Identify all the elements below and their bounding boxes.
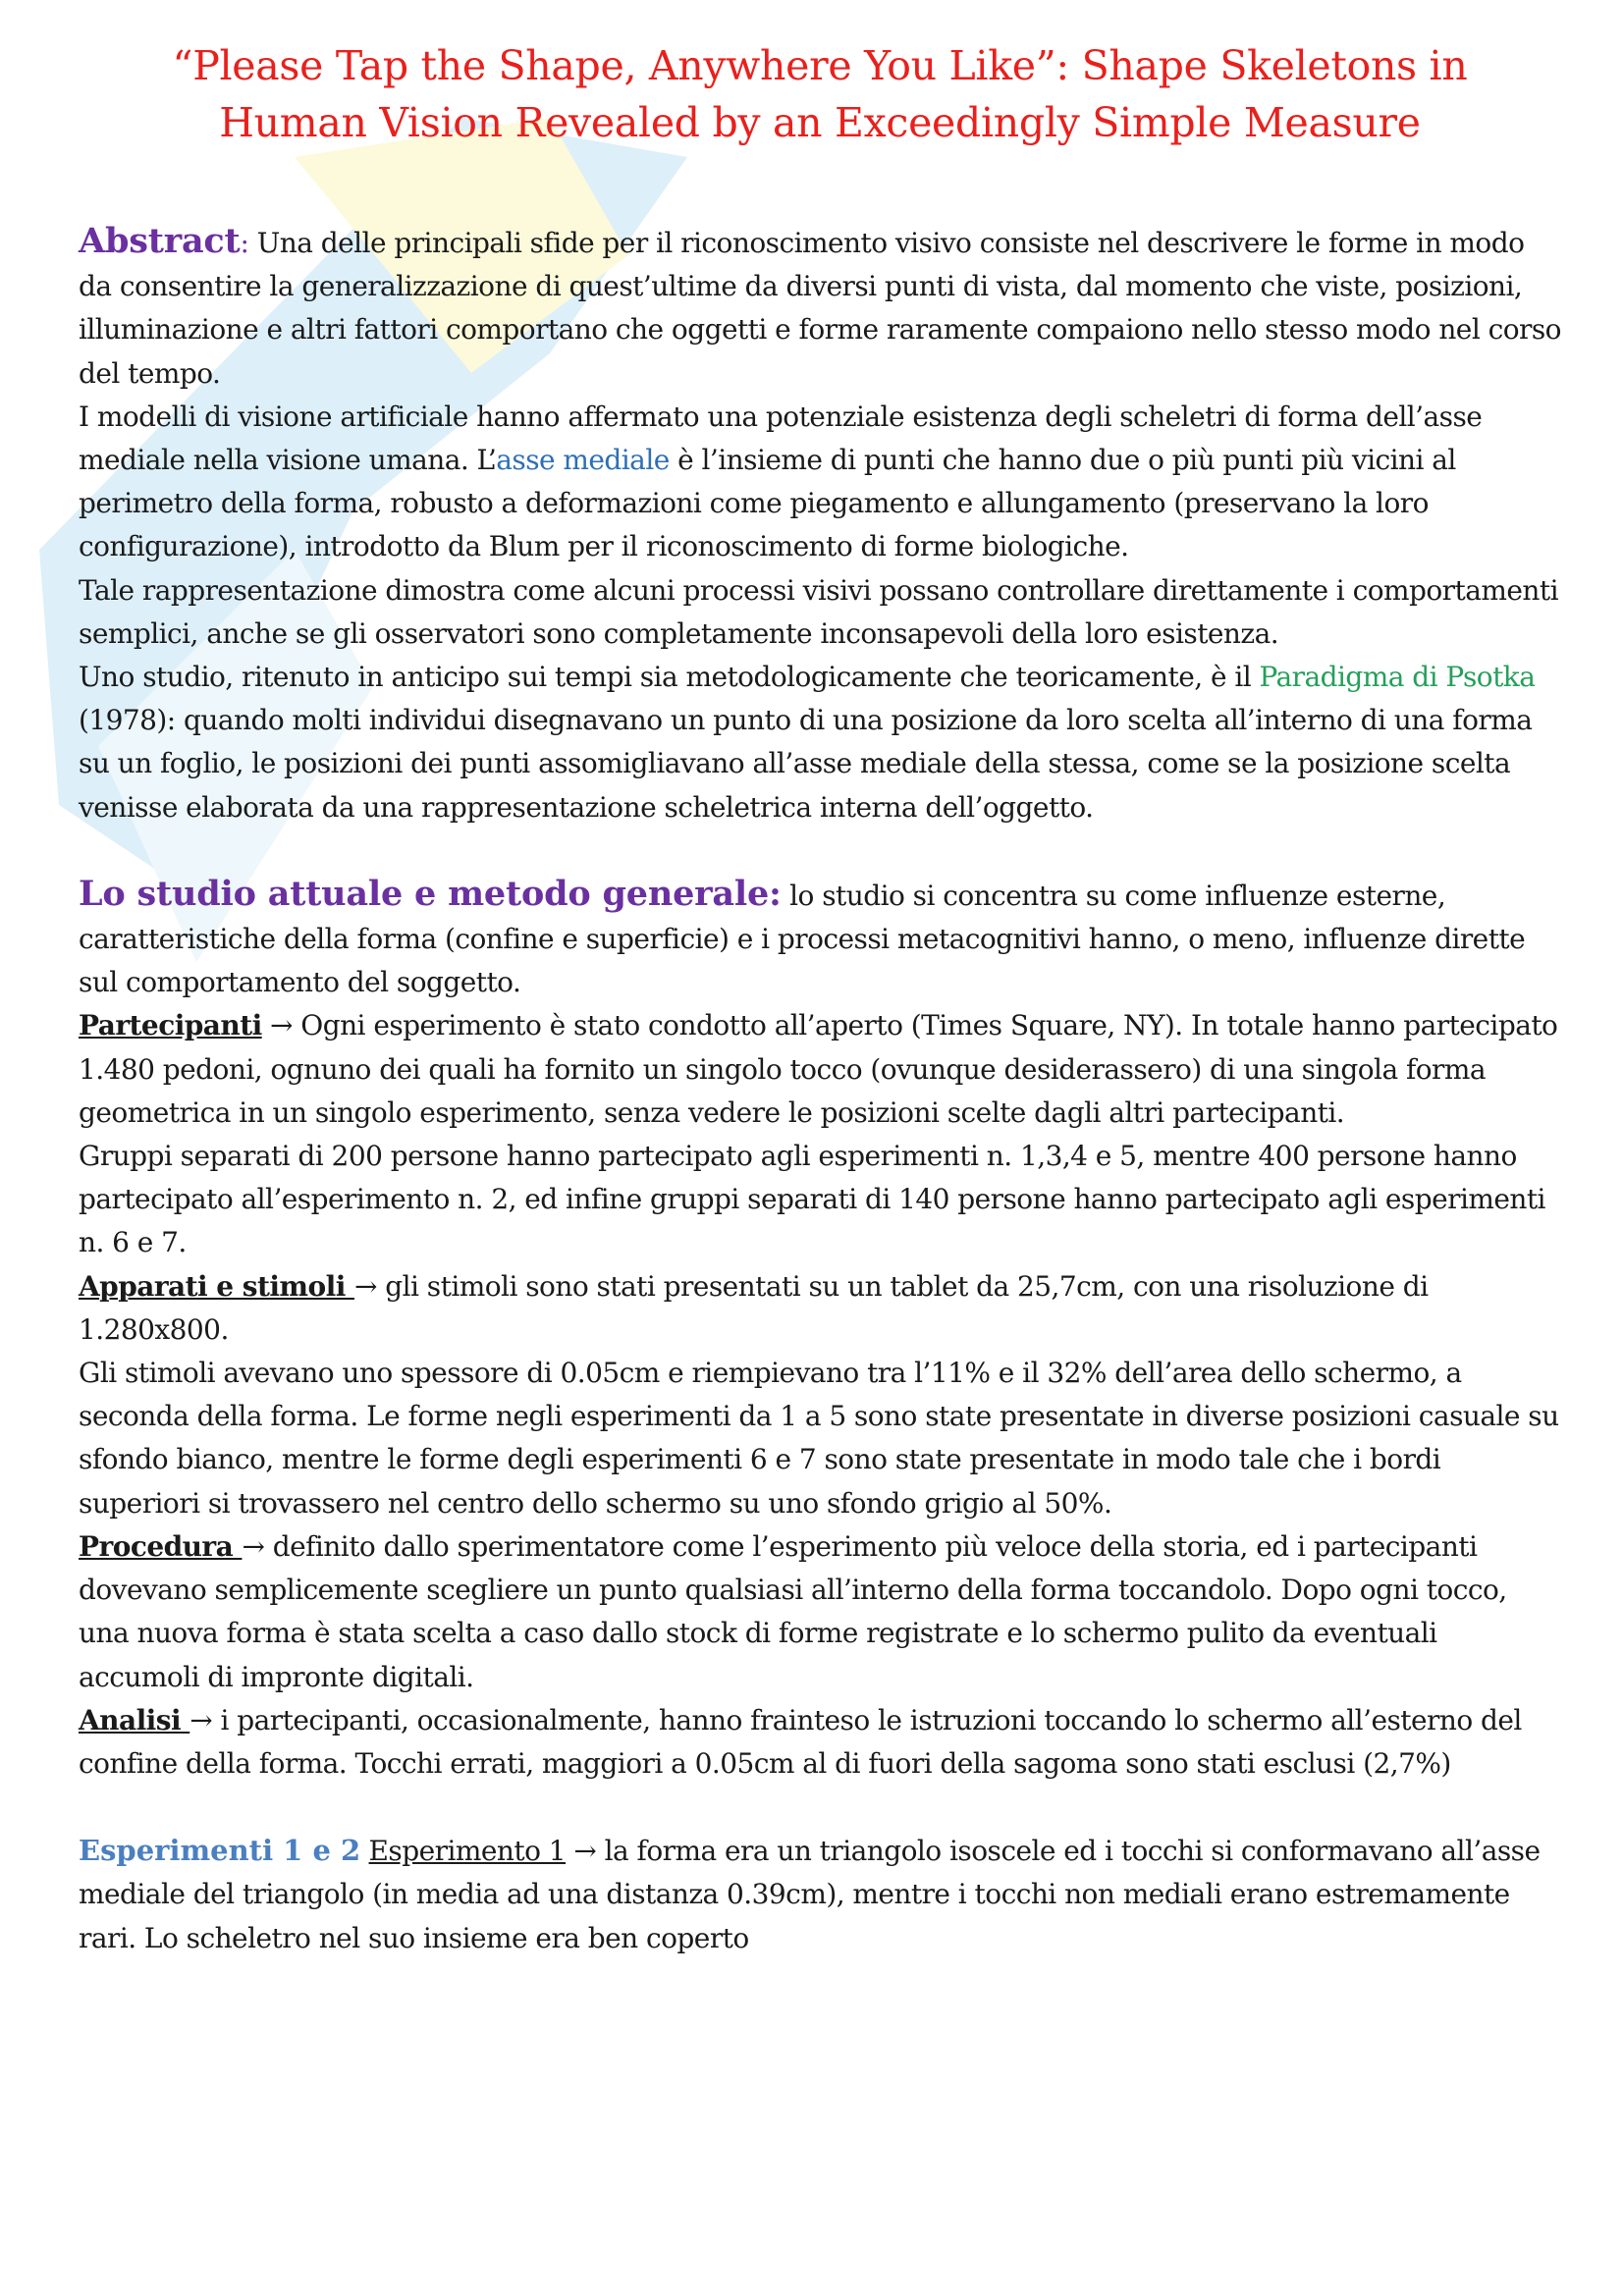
- procedure-text: → definito dallo sperimentatore come l’esperimento più veloce della storia, ed i partecipanti dovevano semplicemente scegliere un punto qualsiasi all’interno della forma toccandolo. Dopo ogni tocco, una nuova forma è stata scelta a caso dallo stock di forme registrate e lo schermo pulito da eventuali accumoli di impronte digitali.: [79, 1529, 1507, 1693]
- abstract-section: [79, 220, 1561, 829]
- experiments-text: → la forma era un triangolo isoscele ed i tocchi si conformavano all’asse mediale del triangolo (in media ad una distanza 0.39cm), mentre i tocchi non mediali erano estremamente rari. Lo scheletro nel suo insieme era ben coperto: [79, 1835, 1541, 1954]
- apparatus-text: → gli stimoli sono stati presentati su un tablet da 25,7cm, con una risoluzione di 1.280x800.: [79, 1269, 1429, 1346]
- experiments-paragraph: [79, 1829, 1561, 1960]
- participants-paragraph: [79, 1004, 1561, 1135]
- section-gap-2: [79, 1786, 1561, 1829]
- abstract-paragraph-2: [79, 396, 1561, 569]
- abstract-text-2b: è l’insieme di punti che hanno due o più punti più vicini al perimetro della forma, robusto a deformazioni come piegamento e allungamento (preservano la loro configurazione), introdotto da Blum per il riconoscimento di forme biologiche.: [79, 444, 1456, 563]
- abstract-text-2a: I modelli di visione artificiale hanno affermato una potenziale esistenza degli scheletri di forma dell’asse mediale nella visione umana. L’: [79, 400, 1483, 477]
- analysis-label: Analisi: [79, 1703, 190, 1736]
- analysis-text: → i partecipanti, occasionalmente, hanno frainteso le istruzioni toccando lo schermo all’esterno del confine della forma. Tocchi errati, maggiori a 0.05cm al di fuori della sagoma sono stati esclusi (2,7%): [79, 1703, 1522, 1780]
- abstract-text-1: Una delle principali sfide per il riconoscimento visivo consiste nel descrivere le forme in modo da consentire la generalizzazione di quest’ultime da diversi punti di vista, dal momento che viste, posizioni, illuminazione e altri fattori comportano che oggetti e forme raramente compaiono nello stesso modo nel corso del tempo.: [79, 227, 1561, 390]
- study-intro-text: lo studio si concentra su come influenze esterne, caratteristiche della forma (confine e superficie) e i processi metacognitivi hanno, o meno, influenze dirette sul comportamento del soggetto.: [79, 879, 1526, 999]
- abstract-colon: :: [240, 227, 249, 259]
- analysis-paragraph: [79, 1699, 1561, 1786]
- participants-label: Partecipanti: [79, 1009, 262, 1042]
- abstract-paragraph-3: Tale rappresentazione dimostra come alcuni processi visivi possano controllare direttamente i comportamenti semplici, anche se gli osservatori sono completamente inconsapevoli della loro esistenza.: [79, 573, 1558, 650]
- document-title: [79, 37, 1561, 151]
- asse-mediale-term: asse mediale: [496, 444, 670, 477]
- procedure-label: Procedura: [79, 1529, 243, 1563]
- abstract-paragraph-4: [79, 656, 1561, 829]
- title-line-1: “Please Tap the Shape, Anywhere You Like”: Shape Skeletons in: [172, 42, 1468, 89]
- groups-paragraph: Gruppi separati di 200 persone hanno partecipato agli esperimenti n. 1,3,4 e 5, mentre 400 persone hanno partecipato all’esperimento n. 2, ed infine gruppi separati di 140 persone hanno partecipato agli esperimenti n. 6 e 7.: [79, 1140, 1545, 1259]
- title-line-2: Human Vision Revealed by an Exceedingly Simple Measure: [219, 99, 1421, 146]
- abstract-text-4a: Uno studio, ritenuto in anticipo sui tempi sia metodologicamente che teoricamente, è il: [79, 661, 1260, 694]
- abstract-heading: Abstract: [79, 221, 241, 261]
- participants-text: → Ogni esperimento è stato condotto all’aperto (Times Square, NY). In totale hanno partecipato 1.480 pedoni, ognuno dei quali ha fornito un singolo tocco (ovunque desiderassero) di una singola forma geometrica in un singolo esperimento, senza vedere le posizioni scelte dagli altri partecipanti.: [79, 1009, 1558, 1129]
- apparatus-label: Apparati e stimoli: [79, 1269, 355, 1303]
- experiment-1-label: Esperimento 1: [368, 1835, 567, 1868]
- study-section: [79, 873, 1561, 1786]
- document-page: [79, 37, 1561, 1960]
- abstract-paragraph-1: [79, 220, 1561, 396]
- section-gap: [79, 829, 1561, 873]
- experiments-section: [79, 1829, 1561, 1960]
- abstract-text-4b: (1978): quando molti individui disegnavano un punto di una posizione da loro scelta all’interno di una forma su un foglio, le posizioni dei punti assomigliavano all’asse mediale della stessa, come se la posizione scelta venisse elaborata da una rappresentazione scheletrica interna dell’oggetto.: [79, 704, 1533, 824]
- study-heading: Lo studio attuale e metodo generale:: [79, 873, 782, 914]
- study-intro: [79, 873, 1561, 1005]
- psotka-term: Paradigma di Psotka: [1259, 661, 1536, 694]
- apparatus-paragraph: [79, 1265, 1561, 1352]
- experiments-heading: Esperimenti 1 e 2: [79, 1834, 361, 1868]
- procedure-paragraph: [79, 1525, 1561, 1699]
- stimuli-paragraph: Gli stimoli avevano uno spessore di 0.05cm e riempievano tra l’11% e il 32% dell’area dello schermo, a seconda della forma. Le forme negli esperimenti da 1 a 5 sono state presentate in diverse posizioni casuale su sfondo bianco, mentre le forme degli esperimenti 6 e 7 sono state presentate in modo tale che i bordi superiori si trovassero nel centro dello schermo su uno sfondo grigio al 50%.: [79, 1357, 1559, 1520]
